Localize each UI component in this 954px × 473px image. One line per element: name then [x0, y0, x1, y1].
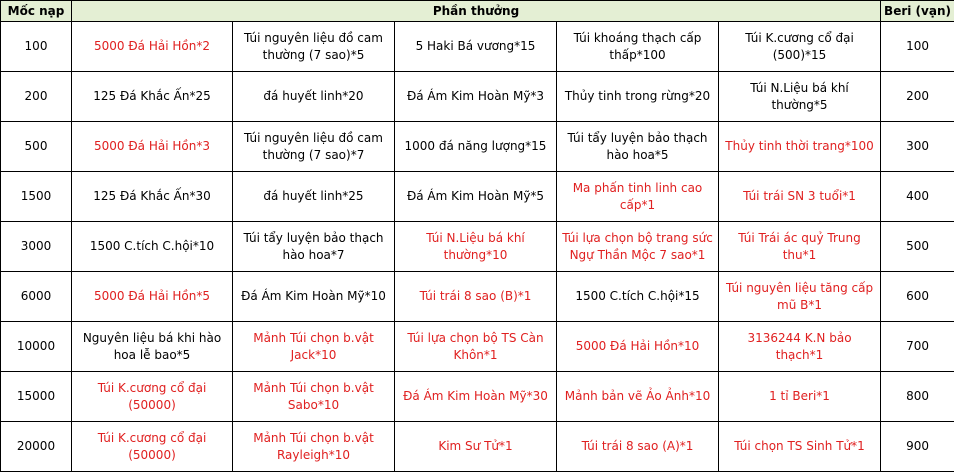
table-row [1, 322, 954, 372]
moc-nap-cell: 500 [1, 122, 72, 172]
reward-cell: Túi lựa chọn bộ trang sức Ngự Thần Mộc 7 sao*1 [557, 222, 719, 272]
reward-cell: Túi K.cương cổ đại (50000) [72, 372, 233, 422]
moc-nap-cell: 100 [1, 22, 72, 72]
beri-cell: 900 [881, 422, 954, 472]
reward-cell: Nguyên liệu bá khi hào hoa lễ bao*5 [72, 322, 233, 372]
reward-cell: Túi K.cương cổ đại (500)*15 [719, 22, 881, 72]
reward-cell: Túi K.cương cổ đại (50000) [72, 422, 233, 472]
moc-nap-cell: 15000 [1, 372, 72, 422]
moc-nap-cell: 200 [1, 72, 72, 122]
beri-cell: 500 [881, 222, 954, 272]
reward-cell: Đá Ám Kim Hoàn Mỹ*30 [395, 372, 557, 422]
table-row [1, 372, 954, 422]
reward-cell: Thủy tinh thời trang*100 [719, 122, 881, 172]
moc-nap-cell: 3000 [1, 222, 72, 272]
reward-cell: Đá Ám Kim Hoàn Mỹ*5 [395, 172, 557, 222]
reward-cell: Mảnh Túi chọn b.vật Jack*10 [233, 322, 395, 372]
header-rewards: Phần thưởng [72, 1, 881, 22]
reward-cell: Mảnh Túi chọn b.vật Sabo*10 [233, 372, 395, 422]
table-row [1, 172, 954, 222]
beri-cell: 200 [881, 72, 954, 122]
moc-nap-cell: 10000 [1, 322, 72, 372]
beri-cell: 300 [881, 122, 954, 172]
reward-cell: Túi nguyên liệu đồ cam thường (7 sao)*7 [233, 122, 395, 172]
reward-cell: 5 Haki Bá vương*15 [395, 22, 557, 72]
beri-cell: 800 [881, 372, 954, 422]
reward-cell: Mảnh bản vẽ Ảo Ảnh*10 [557, 372, 719, 422]
table-row [1, 272, 954, 322]
reward-cell: 1500 C.tích C.hội*10 [72, 222, 233, 272]
table-row [1, 222, 954, 272]
reward-cell: 5000 Đá Hải Hồn*3 [72, 122, 233, 172]
reward-cell: 1000 đá năng lượng*15 [395, 122, 557, 172]
reward-cell: Đá Ám Kim Hoàn Mỹ*3 [395, 72, 557, 122]
table-row [1, 122, 954, 172]
reward-cell: Ma phấn tinh linh cao cấp*1 [557, 172, 719, 222]
reward-cell: 5000 Đá Hải Hồn*10 [557, 322, 719, 372]
reward-cell: 1500 C.tích C.hội*15 [557, 272, 719, 322]
moc-nap-cell: 6000 [1, 272, 72, 322]
reward-cell: đá huyết linh*25 [233, 172, 395, 222]
beri-cell: 700 [881, 322, 954, 372]
reward-cell: Túi trái SN 3 tuổi*1 [719, 172, 881, 222]
header-moc-nap: Mốc nạp [1, 1, 72, 22]
reward-cell: Túi nguyên liệu đồ cam thường (7 sao)*5 [233, 22, 395, 72]
reward-cell: Đá Ám Kim Hoàn Mỹ*10 [233, 272, 395, 322]
table-row [1, 72, 954, 122]
reward-cell: đá huyết linh*20 [233, 72, 395, 122]
reward-cell: Túi Trái ác quỷ Trung thu*1 [719, 222, 881, 272]
reward-cell: 125 Đá Khắc Ấn*25 [72, 72, 233, 122]
reward-cell: Mảnh Túi chọn b.vật Rayleigh*10 [233, 422, 395, 472]
reward-cell: 5000 Đá Hải Hồn*2 [72, 22, 233, 72]
reward-cell: 1 tỉ Beri*1 [719, 372, 881, 422]
beri-cell: 100 [881, 22, 954, 72]
reward-cell: 3136244 K.N bảo thạch*1 [719, 322, 881, 372]
reward-cell: 125 Đá Khắc Ấn*30 [72, 172, 233, 222]
beri-cell: 400 [881, 172, 954, 222]
reward-cell: Túi trái 8 sao (A)*1 [557, 422, 719, 472]
reward-cell: Kim Sư Tử*1 [395, 422, 557, 472]
moc-nap-cell: 20000 [1, 422, 72, 472]
reward-cell: Túi tẩy luyện bảo thạch hào hoa*7 [233, 222, 395, 272]
moc-nap-cell: 1500 [1, 172, 72, 222]
reward-cell: Túi lựa chọn bộ TS Càn Khôn*1 [395, 322, 557, 372]
table-row [1, 22, 954, 72]
reward-cell: Túi N.Liệu bá khí thường*10 [395, 222, 557, 272]
reward-cell: Túi trái 8 sao (B)*1 [395, 272, 557, 322]
reward-cell: Túi nguyên liệu tăng cấp mũ B*1 [719, 272, 881, 322]
table-row [1, 422, 954, 472]
header-row [1, 1, 954, 22]
beri-cell: 600 [881, 272, 954, 322]
reward-cell: Túi tẩy luyện bảo thạch hào hoa*5 [557, 122, 719, 172]
reward-cell: 5000 Đá Hải Hồn*5 [72, 272, 233, 322]
reward-cell: Túi khoáng thạch cấp thấp*100 [557, 22, 719, 72]
reward-cell: Túi N.Liệu bá khí thường*5 [719, 72, 881, 122]
header-beri: Beri (vạn) [881, 1, 954, 22]
reward-cell: Thủy tinh trong rừng*20 [557, 72, 719, 122]
reward-cell: Túi chọn TS Sinh Tử*1 [719, 422, 881, 472]
